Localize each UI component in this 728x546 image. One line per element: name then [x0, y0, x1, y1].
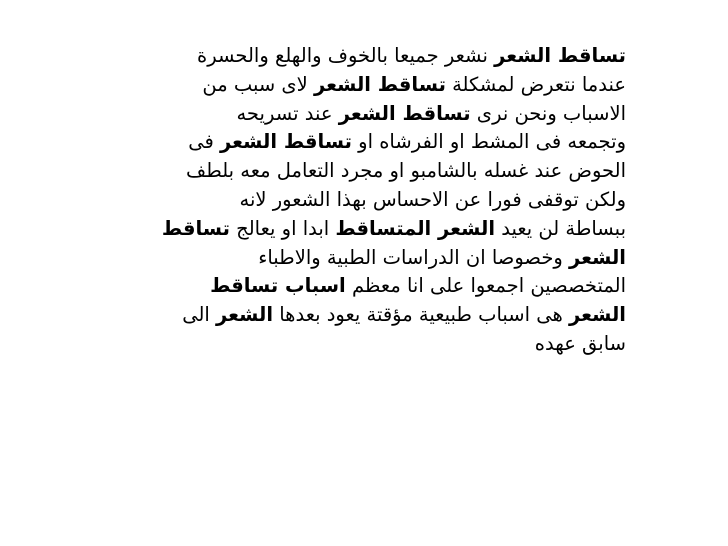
bold-phrase: تساقط [161, 216, 230, 240]
text-run: فى [188, 130, 221, 154]
text-line [96, 272, 626, 301]
text-run: وخصوصا ان الدراسات الطبية والاطباء [258, 245, 569, 269]
text-run: الاسباب ونحن نرى [470, 101, 626, 125]
text-run: ببساطة لن يعيد [495, 216, 626, 240]
text-line [96, 71, 626, 100]
text-run: عند تسريحه [236, 101, 339, 125]
text-line [96, 100, 626, 129]
text-run: عندما نتعرض لمشكلة [445, 72, 626, 96]
text-run: سابق عهده [534, 331, 626, 355]
bold-phrase: تساقط الشعر [338, 101, 471, 125]
bold-phrase: الشعر المتساقط [335, 216, 496, 240]
bold-phrase: الشعر [569, 245, 626, 269]
arabic-paragraph [96, 42, 626, 359]
text-run: هى اسباب طبيعية مؤقتة يعود بعدها [273, 303, 569, 327]
text-run: وتجمعه فى المشط او الفرشاه او [351, 130, 626, 154]
bold-phrase: اسباب تساقط [210, 274, 346, 298]
text-line [96, 301, 626, 330]
text-line [96, 215, 626, 244]
text-line [96, 157, 626, 186]
text-run: ولكن توقفى فورا عن الاحساس بهذا الشعور لانه [239, 187, 626, 211]
text-line [96, 330, 626, 359]
text-line [96, 128, 626, 157]
bold-phrase: تساقط الشعر [494, 44, 626, 67]
text-line [96, 42, 626, 71]
bold-phrase: الشعر [216, 303, 274, 327]
bold-phrase: تساقط الشعر [220, 130, 352, 154]
text-run: لاى سبب من [202, 72, 314, 96]
text-run: ابدا او يعالج [229, 216, 336, 240]
bold-phrase: تساقط الشعر [313, 72, 446, 96]
text-run: الحوض عند غسله بالشامبو او مجرد التعامل معه بلطف [186, 159, 626, 183]
text-run: المتخصصين اجمعوا على انا معظم [345, 274, 626, 298]
bold-phrase: الشعر [569, 303, 626, 327]
text-line [96, 186, 626, 215]
text-run: الى [182, 303, 217, 327]
text-run: نشعر جميعا بالخوف والهلع والحسرة [197, 44, 495, 67]
text-line [96, 244, 626, 273]
